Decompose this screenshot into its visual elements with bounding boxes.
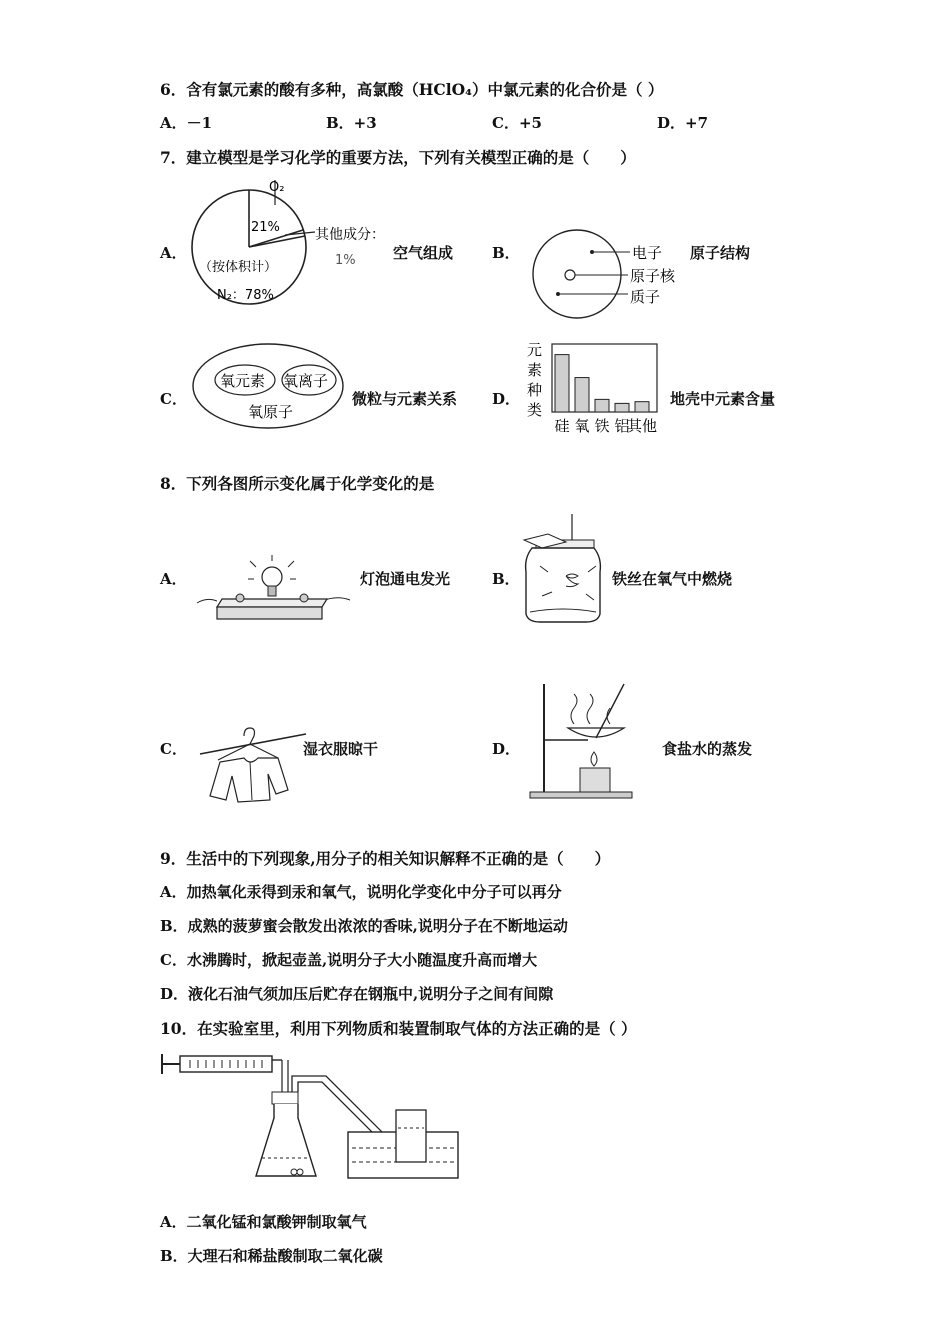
q6-stem: 6．含有氯元素的酸有多种，高氯酸（HClO₄）中氯元素的化合价是（ ）: [160, 80, 664, 99]
q9-option-d: D．液化石油气须加压后贮存在钢瓶中,说明分子之间有间隙: [160, 985, 554, 1003]
q7-stem: 7．建立模型是学习化学的重要方法，下列有关模型正确的是（ ）: [160, 148, 636, 167]
particle-element-figure: [190, 340, 348, 432]
oxygen-atom-label: 氧原子: [248, 403, 294, 421]
pie-21-label: 21%: [251, 220, 280, 235]
conical-flask: [256, 1104, 316, 1176]
q8-c-label: C．: [160, 740, 187, 758]
q7-b-label: B．: [492, 244, 520, 262]
atom-structure-figure: [520, 228, 690, 320]
chart-ylabel-char-3: 种: [527, 381, 543, 399]
bar-1: [555, 355, 569, 412]
terminal-left: [236, 594, 244, 602]
proton-dot: [556, 292, 560, 296]
syringe-barrel: [180, 1056, 272, 1072]
q8-d-caption: 食盐水的蒸发: [662, 740, 753, 758]
pie-other-label: 其他成分：: [315, 227, 385, 243]
pie-o2-label: O₂: [269, 180, 285, 195]
q6-option-b: B．+3: [326, 114, 377, 132]
jacket: [210, 758, 288, 802]
q9-option-c: C．水沸腾时，掀起壶盖,说明分子大小随温度升高而增大: [160, 951, 538, 969]
q9-option-b: B．成熟的菠萝蜜会散发出浓浓的香味,说明分子在不断地运动: [160, 917, 568, 935]
iron-wire-burning-figure: [518, 512, 608, 627]
q8-b-label: B．: [492, 570, 520, 588]
atom-outer-circle: [533, 230, 621, 318]
nucleus-circle: [565, 270, 575, 280]
bar-3: [595, 399, 609, 412]
q7-d-label: D．: [492, 390, 521, 408]
bulb-base: [268, 586, 276, 596]
x-tick-label-2: 氧: [574, 417, 590, 435]
air-composition-pie-figure: [185, 175, 400, 320]
pie-1-label: 1%: [335, 253, 356, 268]
q8-a-caption: 灯泡通电发光: [360, 570, 451, 588]
x-tick-label-1: 硅: [554, 417, 570, 435]
terminal-right: [300, 594, 308, 602]
x-tick-label-5: 其他: [626, 417, 658, 435]
wire-left: [197, 599, 217, 603]
q7-b-caption: 原子结构: [690, 244, 751, 262]
stand-base: [530, 792, 632, 798]
crust-element-bar-chart: [522, 335, 672, 440]
steam-1: [571, 694, 577, 724]
q9-option-a: A．加热氧化汞得到汞和氧气，说明化学变化中分子可以再分: [160, 883, 562, 901]
q6-option-a: A．－1: [160, 114, 213, 132]
board-front: [217, 607, 322, 619]
q8-b-caption: 铁丝在氧气中燃烧: [612, 570, 733, 588]
q7-c-caption: 微粒与元素关系: [352, 390, 458, 408]
q7-a-caption: 空气组成: [393, 244, 454, 262]
nucleus-label: 原子核: [630, 267, 676, 285]
wet-clothes-figure: [198, 718, 310, 806]
q8-c-caption: 湿衣服晾干: [303, 740, 379, 758]
chart-ylabel-char-2: 素: [527, 361, 543, 379]
q10-option-a: A．二氧化锰和氯酸钾制取氧气: [160, 1213, 367, 1231]
x-tick-label-3: 铁: [594, 417, 610, 435]
flame: [591, 752, 597, 766]
q8-stem: 8．下列各图所示变化属于化学变化的是: [160, 474, 435, 493]
chart-ylabel-char-4: 类: [527, 401, 543, 419]
bar-5: [635, 402, 649, 412]
steam-2: [587, 694, 593, 724]
q7-c-label: C．: [160, 390, 187, 408]
evaporation-apparatus-figure: [528, 680, 636, 802]
electron-dot: [590, 250, 594, 254]
oxygen-ion-label: 氧离子: [283, 372, 329, 390]
ray-1: [250, 561, 256, 567]
bar-4: [615, 403, 629, 412]
bulb: [262, 567, 282, 587]
q7-d-caption: 地壳中元素含量: [670, 390, 776, 408]
evaporating-dish: [568, 728, 624, 737]
q8-d-label: D．: [492, 740, 521, 758]
q10-stem: 10．在实验室里，利用下列物质和装置制取气体的方法正确的是（ ）: [160, 1019, 637, 1038]
q6-option-d: D．+7: [657, 114, 709, 132]
q7-a-label: A．: [160, 244, 187, 262]
gas-generation-apparatus-figure: [160, 1048, 460, 1186]
alcohol-lamp: [580, 768, 610, 792]
gas-collecting-bottle: [396, 1110, 426, 1162]
q9-stem: 9．生活中的下列现象,用分子的相关知识解释不正确的是（ ）: [160, 849, 611, 868]
hanger-hook: [244, 728, 255, 744]
x-tick-label-4: 铝: [614, 417, 630, 435]
proton-label: 质子: [630, 288, 661, 306]
pie-n2-label: N₂：78%: [217, 288, 274, 303]
pie-basis-label: （按体积计）: [199, 260, 278, 275]
q10-option-b: B．大理石和稀盐酸制取二氧化碳: [160, 1247, 383, 1265]
q6-option-c: C．+5: [492, 114, 542, 132]
board-top: [217, 599, 327, 607]
flask-stopper: [272, 1092, 298, 1104]
light-bulb-figure: [192, 555, 357, 627]
electron-label: 电子: [632, 244, 663, 262]
bar-2: [575, 378, 589, 412]
oxygen-element-label: 氧元素: [220, 372, 266, 390]
ray-2: [288, 561, 294, 567]
chart-ylabel-char-1: 元: [527, 341, 543, 359]
q8-a-label: A．: [160, 570, 187, 588]
